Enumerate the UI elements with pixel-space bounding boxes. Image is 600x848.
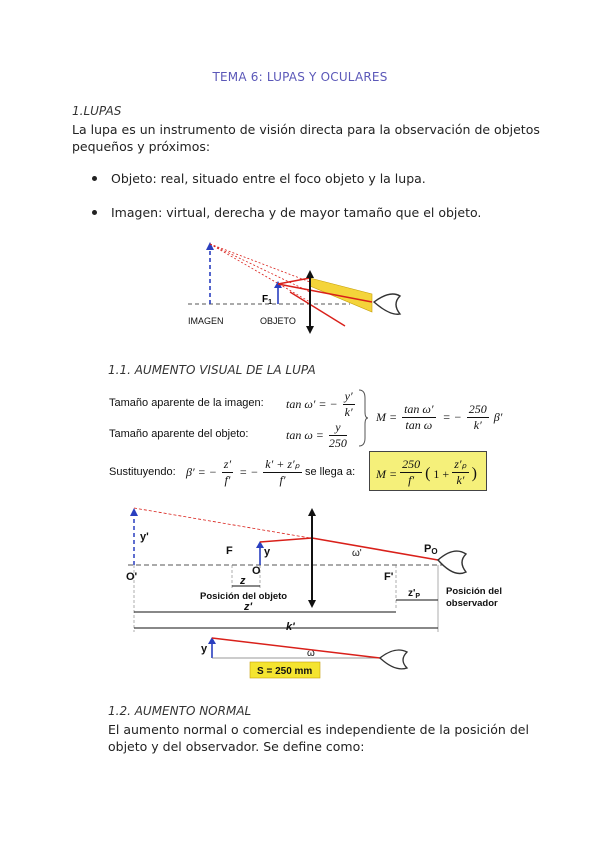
formula-text: = − [239, 465, 259, 479]
fraction-den: f′ [408, 473, 415, 487]
fraction-den: tan ω [405, 418, 433, 432]
fraction [400, 457, 422, 488]
lupa-ray-diagram [180, 238, 420, 334]
intro-paragraph: La lupa es un instrumento de visión directa para la observación de objetos pequeños y próximos: [72, 122, 540, 154]
fraction [452, 457, 468, 488]
label-omega: ω [307, 648, 315, 659]
label-Po: PO [424, 543, 438, 556]
label-y: y [264, 546, 271, 558]
label-objeto: OBJETO [260, 316, 296, 326]
label-pos-obs-1: Posición del [446, 586, 502, 597]
result-box [369, 451, 487, 491]
paren-close: ) [471, 465, 477, 482]
label-z: z [240, 575, 246, 587]
virtual-ray [134, 508, 310, 538]
fraction-num: y [329, 420, 347, 436]
bullet-imagen [92, 205, 481, 220]
formula-text: tan ω′ = − [286, 397, 338, 411]
ray-beam [310, 278, 372, 312]
fraction-num: tan ω′ [404, 402, 434, 416]
fraction-num: y′ [344, 389, 353, 403]
formula-text: tan ω = [286, 428, 324, 442]
formula-text: M = [376, 467, 398, 481]
virtual-ray [210, 244, 310, 302]
virtual-ray [210, 244, 310, 282]
fraction-num: 250 [402, 457, 421, 471]
eye-icon [374, 294, 400, 314]
fraction-num: 250 [468, 402, 487, 416]
label-O-prime: O' [126, 571, 138, 583]
formula-text: β′ [493, 410, 503, 424]
label-zp: $z'_P$ [408, 588, 421, 600]
section-heading-aumento-visual: 1.1. AUMENTO VISUAL DE LA LUPA [108, 363, 316, 377]
fraction-den: 250 [328, 436, 347, 450]
fraction-den: f′ [279, 473, 286, 487]
label-omega-prime: ω' [352, 548, 362, 559]
bullet-objeto-text: Objeto: real, situado entre el foco objeto y la lupa. [111, 171, 426, 186]
virtual-ray [210, 244, 310, 292]
bullet-objeto [92, 171, 426, 186]
image-arrowhead [130, 508, 138, 516]
label-k-prime: k' [286, 621, 295, 633]
ray [312, 538, 438, 560]
label-pos-obs-2: observador [446, 598, 498, 609]
formula-tan-w-prime [286, 389, 355, 420]
label-F: F [226, 545, 233, 557]
distance-label: S = 250 mm [257, 666, 313, 677]
image-arrowhead [206, 242, 214, 250]
row-imagen-label: Tamaño aparente de la imagen: [109, 397, 264, 409]
fraction [222, 457, 233, 488]
formula-text: M = [376, 410, 398, 424]
formula-beta [186, 457, 302, 488]
lens-bottom [306, 326, 314, 334]
eye-icon [438, 551, 466, 573]
formula-tan-w [286, 420, 347, 451]
fraction-den: f′ [224, 473, 231, 487]
fraction-den: k′ [473, 418, 482, 432]
formula-text: β′ = − [186, 465, 217, 479]
fraction-den: k′ [456, 473, 465, 487]
section-heading-aumento-normal: 1.2. AUMENTO NORMAL [108, 704, 252, 718]
row-sustituyendo-label: Sustituyendo: [109, 466, 176, 478]
bullet-dot [92, 176, 97, 181]
page-title: TEMA 6: LUPAS Y OCULARES [212, 70, 388, 84]
bullet-dot [92, 210, 97, 215]
brace [357, 388, 369, 448]
label-y-prime: y' [140, 531, 149, 543]
ray [260, 538, 312, 542]
formula-text: = − [442, 410, 462, 424]
focus-label: $F_1$ [262, 294, 273, 306]
label-y: y [201, 643, 208, 655]
bullet-imagen-text: Imagen: virtual, derecha y de mayor tamaño que el objeto. [111, 205, 482, 220]
ray [212, 638, 380, 658]
fraction [467, 402, 489, 433]
label-z-prime: z' [244, 601, 253, 613]
fraction [329, 420, 347, 451]
row-sellega-label: se llega a: [305, 466, 356, 478]
label-O: O [252, 565, 261, 577]
label-F-prime: F' [384, 571, 394, 583]
reference-diagram [195, 632, 415, 684]
row-objeto-label: Tamaño aparente del objeto: [109, 428, 249, 440]
section-heading-lupas: 1.LUPAS [72, 104, 122, 118]
fraction [343, 389, 355, 420]
formula-text: 1 + [433, 467, 450, 481]
label-imagen: IMAGEN [188, 316, 224, 326]
lens-top [306, 270, 314, 278]
eye-icon [380, 650, 407, 669]
lens-bottom [308, 600, 316, 608]
fraction-den: k′ [344, 405, 353, 419]
observer-diagram [120, 500, 520, 640]
lens-top [308, 508, 316, 516]
fraction-num: z′ₚ [454, 457, 467, 471]
fraction [263, 457, 301, 488]
label-pos-objeto: Posición del objeto [200, 591, 288, 602]
aumento-normal-paragraph: El aumento normal o comercial es independiente de la posición del objeto y del observador. Se define como: [108, 722, 529, 754]
fraction [402, 402, 435, 433]
paren-open: ( [425, 465, 431, 482]
fraction-num: k′ + z′ₚ [265, 457, 300, 471]
formula-M [376, 402, 502, 433]
fraction-num: z′ [223, 457, 232, 471]
